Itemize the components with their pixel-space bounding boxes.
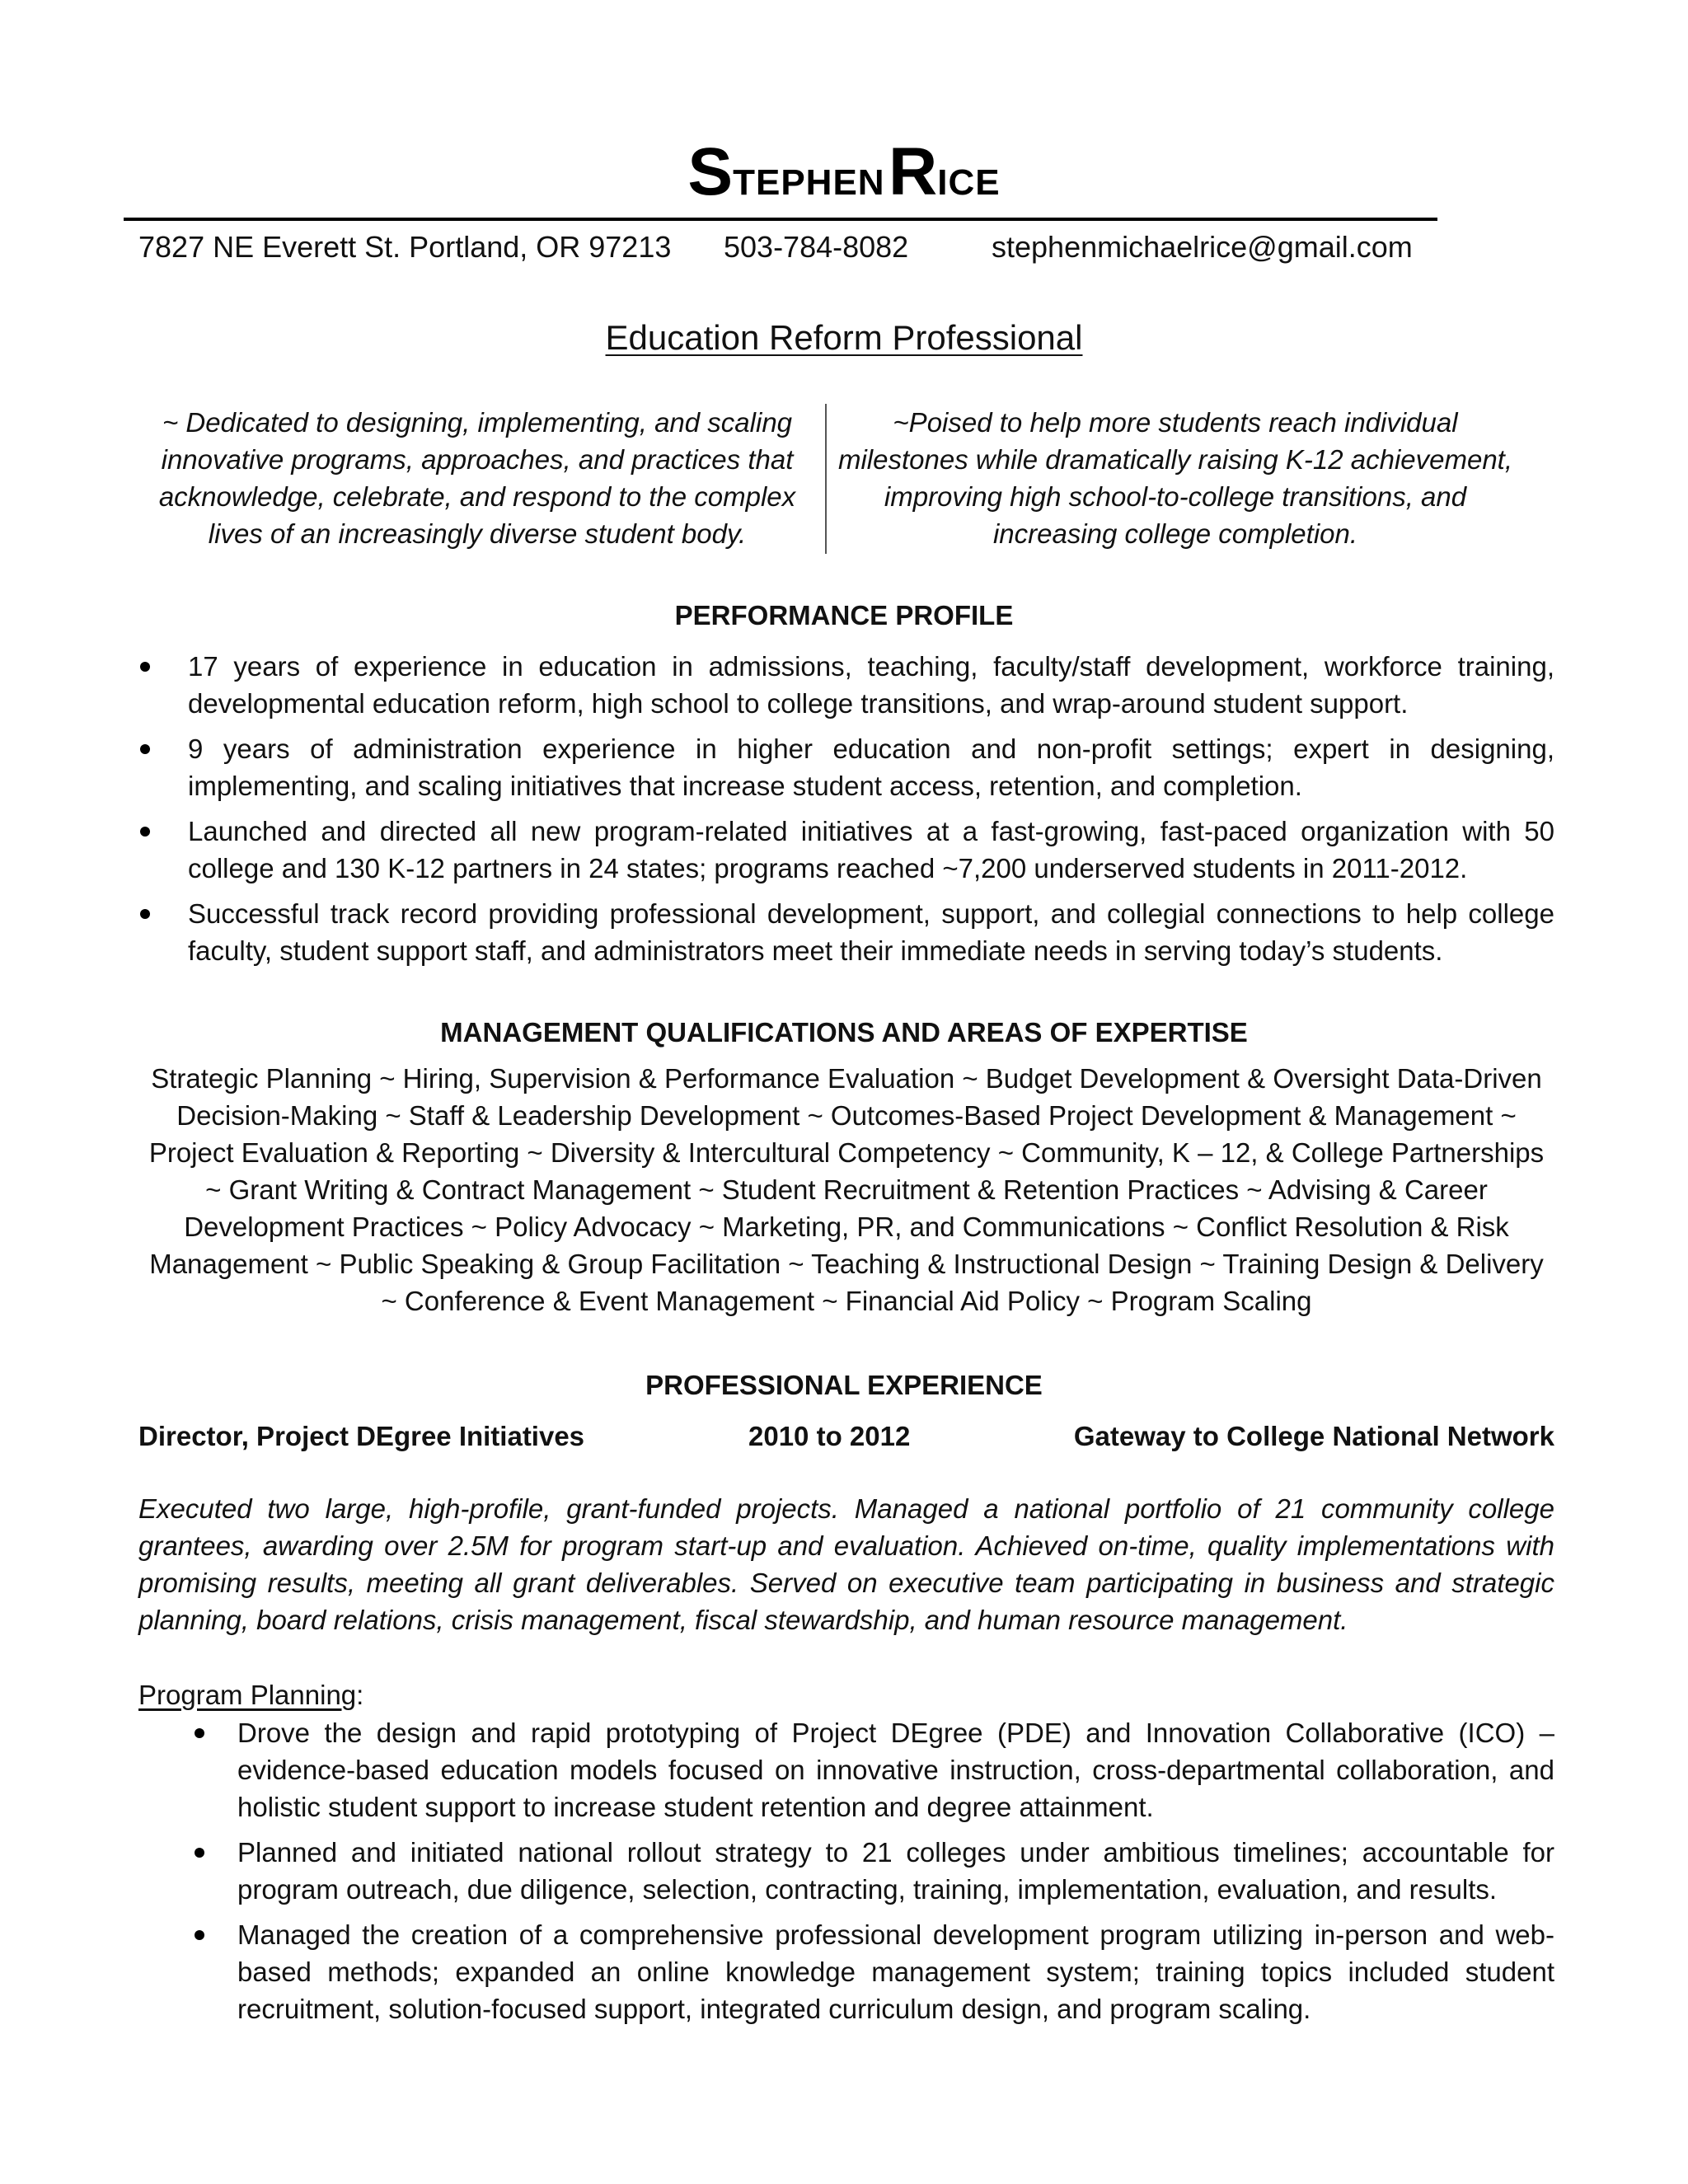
tagline-left: ~ Dedicated to designing, implementing, and scaling innovative programs, approaches, and practices that acknowledge, celebrate, and respond to the complex lives of an increasingly diverse student body. — [158, 407, 796, 549]
performance-heading: PERFORMANCE PROFILE — [674, 600, 1014, 630]
experience-heading: PROFESSIONAL EXPERIENCE — [645, 1370, 1043, 1400]
program-planning-label: Program Planning: — [138, 1680, 364, 1710]
expertise-text: Strategic Planning ~ Hiring, Supervision & Performance Evaluation ~ Budget Development & Oversight Data-Driven Decision-Making ~ Staff & Leadership Development ~ Outcomes-Based Project Development & Management ~ Project Evaluation & Reporting ~ Diversity & Intercultural Competency ~ Community, K – 12, & College Partnerships ~ Grant Writing & Contract Management ~ Student Recruitment & Retention Practices ~ Advising & Career Development Practices ~ Policy Advocacy ~ Marketing, PR, and Communications ~ Conflict Resolution & Risk Management ~ Public Speaking & Group Facilitation ~ Teaching & Instructional Design ~ Training Design & Delivery ~ Conference & Event Management ~ Financial Aid Policy ~ Program Scaling — [148, 1063, 1545, 1316]
job-title: Director, Project DEgree Initiatives — [138, 1421, 585, 1451]
name-first-initial: S — [687, 134, 734, 209]
bullet-icon — [195, 1848, 204, 1858]
contact-address: 7827 NE Everett St. Portland, OR 97213 — [138, 230, 672, 264]
performance-item: Launched and directed all new program-related initiatives at a fast-growing, fast-paced organization with 50 college and 130 K-12 partners in 24 states; programs reached ~7,200 underserved students in 2011-2012. — [188, 813, 1554, 887]
performance-list — [188, 648, 1554, 977]
professional-title-text: Education Reform Professional — [605, 318, 1083, 357]
contact-phone: 503-784-8082 — [724, 230, 909, 264]
candidate-name — [0, 134, 1688, 209]
bullet-icon — [140, 662, 150, 672]
performance-item: Successful track record providing professional development, support, and collegial connections to help college faculty, student support staff, and administrators meet their immediate needs in serving today’s students. — [188, 895, 1554, 969]
performance-item: 9 years of administration experience in higher education and non-profit settings; expert in designing, implementing, and scaling initiatives that increase student access, retention, and completion. — [188, 730, 1554, 804]
job-header — [138, 1418, 1554, 1455]
bullet-icon — [140, 909, 150, 919]
expertise-heading: MANAGEMENT QUALIFICATIONS AND AREAS OF EXPERTISE — [440, 1017, 1248, 1047]
bullet-icon — [195, 1728, 204, 1738]
program-planning-item: Planned and initiated national rollout strategy to 21 colleges under ambitious timelines; accountable for program outreach, due diligence, selection, contracting, training, implementation, evaluation, and results. — [237, 1834, 1554, 1908]
name-last-rest: ICE — [937, 162, 1001, 203]
bullet-icon — [140, 827, 150, 837]
name-last-initial: R — [889, 134, 938, 209]
bullet-icon — [195, 1930, 204, 1940]
contact-email: stephenmichaelrice@gmail.com — [992, 230, 1413, 264]
professional-title — [0, 315, 1688, 361]
tagline-divider — [825, 404, 827, 554]
contact-line — [138, 227, 1424, 267]
performance-item: 17 years of experience in education in admissions, teaching, faculty/staff development, workforce training, developmental education reform, high school to college transitions, and wrap-around student support. — [188, 648, 1554, 722]
name-first-rest: TEPHEN — [733, 162, 885, 203]
program-planning-list — [237, 1714, 1554, 2036]
tagline-right: ~Poised to help more students reach individual milestones while dramatically raising K-12 achievement, improving high school-to-college transitions, and increasing college completion. — [837, 407, 1513, 549]
job-summary: Executed two large, high-profile, grant-funded projects. Managed a national portfolio of 21 community college grantees, awarding over 2.5M for program start-up and evaluation. Achieved on-time, quality implementations with promising results, meeting all grant deliverables. Served on executive team participating in business and strategic planning, board relations, crisis management, fiscal stewardship, and human resource management. — [138, 1493, 1554, 1635]
program-planning-item: Managed the creation of a comprehensive professional development program utilizing in-person and web-based methods; expanded an online knowledge management system; training topics included student recruitment, solution-focused support, integrated curriculum design, and program scaling. — [237, 1916, 1554, 2027]
program-planning-item: Drove the design and rapid prototyping of Project DEgree (PDE) and Innovation Collaborative (ICO) – evidence-based education models focused on innovative instruction, cross-departmental collaboration, and holistic student support to increase student retention and degree attainment. — [237, 1714, 1554, 1825]
bullet-icon — [140, 744, 150, 754]
job-organization: Gateway to College National Network — [1073, 1421, 1554, 1451]
header-divider — [124, 218, 1437, 221]
job-dates: 2010 to 2012 — [748, 1421, 911, 1451]
